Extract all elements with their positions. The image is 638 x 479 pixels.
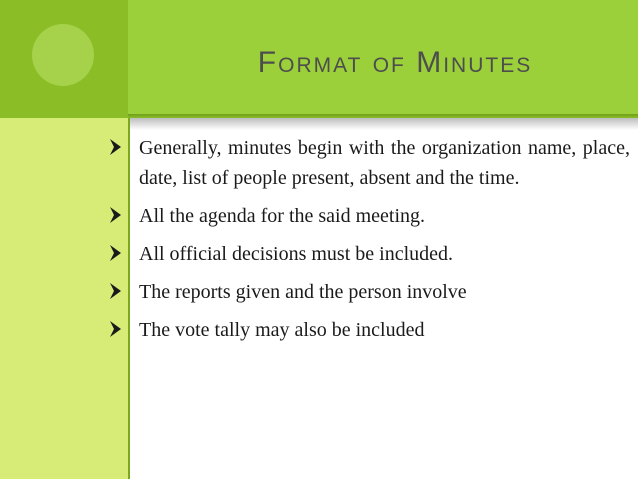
bullet-text: All the agenda for the said meeting. bbox=[139, 205, 426, 227]
arrow-bullet-icon bbox=[108, 319, 124, 339]
slide-title: Format of Minutes bbox=[257, 46, 533, 79]
header-shadow bbox=[130, 118, 638, 130]
bullet-item bbox=[108, 277, 630, 307]
arrow-bullet-icon bbox=[108, 137, 124, 157]
bullet-text: The reports given and the person involve bbox=[139, 281, 467, 303]
arrow-bullet-icon bbox=[108, 205, 124, 225]
arrow-bullet-icon bbox=[108, 281, 124, 301]
bullet-item bbox=[108, 133, 630, 193]
bullet-text: Generally, minutes begin with the organization name, place, date, list of people present, absent and the time. bbox=[139, 137, 630, 189]
bullet-list bbox=[108, 133, 630, 353]
bullet-text: The vote tally may also be included bbox=[139, 319, 425, 341]
arrow-bullet-icon bbox=[108, 243, 124, 263]
circle-decoration bbox=[32, 24, 94, 86]
bullet-item bbox=[108, 201, 630, 231]
bullet-item bbox=[108, 315, 630, 345]
bullet-text: All official decisions must be included. bbox=[139, 243, 454, 265]
bullet-item bbox=[108, 239, 630, 269]
